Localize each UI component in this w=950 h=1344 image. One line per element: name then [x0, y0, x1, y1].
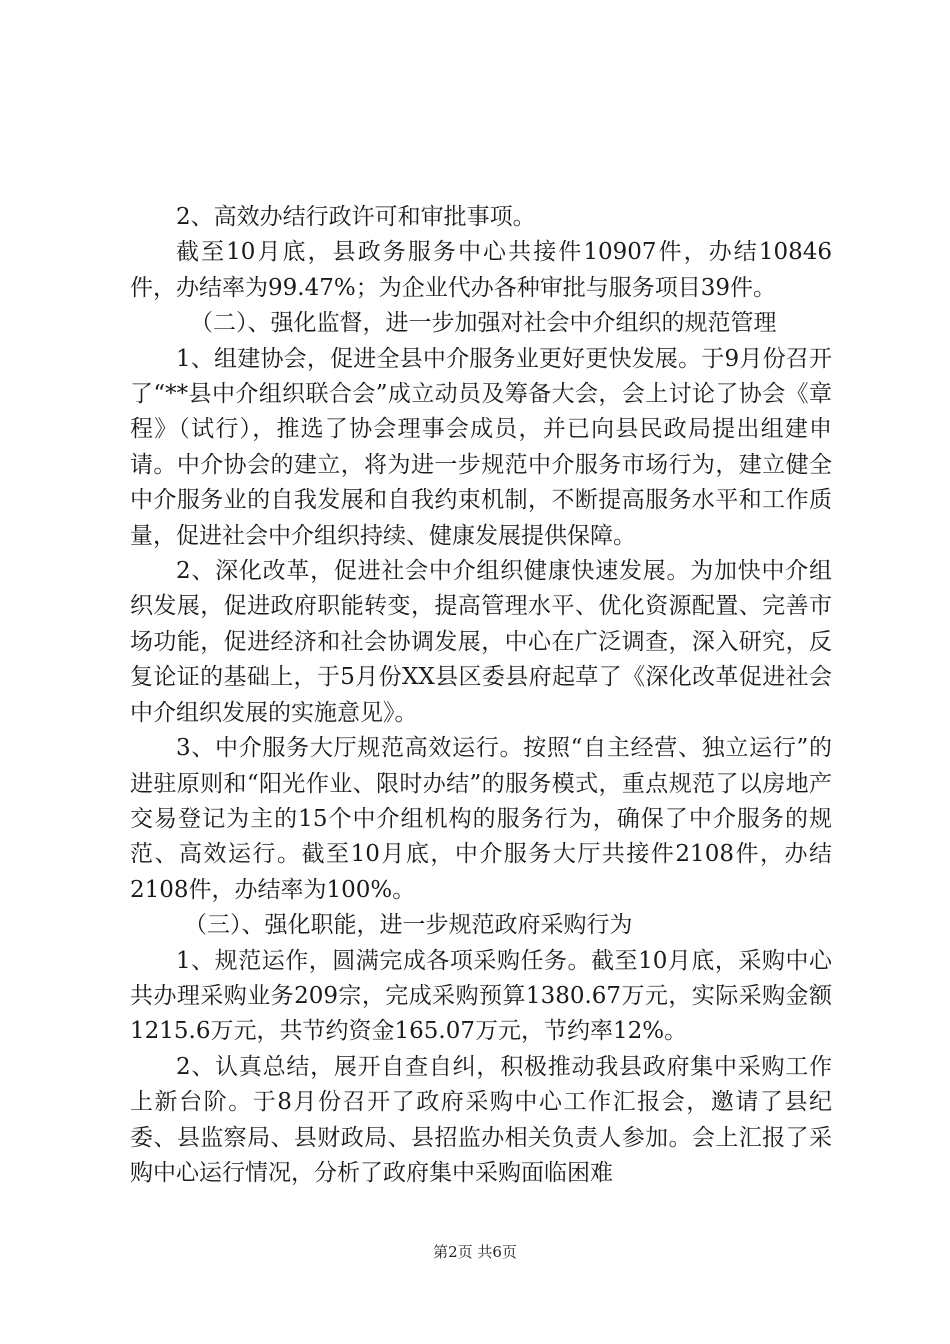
paragraph-procurement-stats: 1、规范运作，圆满完成各项采购任务。截至10月底，采购中心共办理采购业务209宗，完成采购预算1380.67万元，实际采购金额1215.6万元，共节约资金165.07万元，节约率12%。	[130, 947, 832, 1045]
paragraph-approval-stats: 截至10月底，县政务服务中心共接件10907件，办结10846件，办结率为99.47%；为企业代办各种审批与服务项目39件。	[130, 239, 832, 301]
page-number-footer: 第2页 共6页	[433, 1243, 517, 1261]
section-heading-two: （二）、强化监督，进一步加强对社会中介组织的规范管理	[190, 310, 777, 337]
paragraph-service-hall: 3、中介服务大厅规范高效运行。按照“自主经营、独立运行”的进驻原则和“阳光作业、限时办结”的服务模式，重点规范了以房地产交易登记为主的15个中介组机构的服务行为，确保了中介服务的规范、高效运行。截至10月底，中介服务大厅共接件2108件，办结2108件，办结率为100%。	[130, 735, 832, 903]
paragraph-reform: 2、深化改革，促进社会中介组织健康快速发展。为加快中介组织发展，促进政府职能转变，提高管理水平、优化资源配置、完善市场功能，促进经济和社会协调发展，中心在广泛调查，深入研究，反复论证的基础上，于5月份XX县区委县府起草了《深化改革促进社会中介组织发展的实施意见》。	[130, 558, 832, 726]
document-body	[130, 200, 832, 1191]
paragraph-item-2-heading: 2、高效办结行政许可和审批事项。	[176, 204, 536, 230]
section-heading-three: （三）、强化职能，进一步规范政府采购行为	[184, 912, 633, 939]
paragraph-association: 1、组建协会，促进全县中介服务业更好更快发展。于9月份召开了“**县中介组织联合会”成立动员及筹备大会，会上讨论了协会《章程》（试行），推选了协会理事会成员，并已向县民政局提出组建申请。中介协会的建立，将为进一步规范中介服务市场行为，建立健全中介服务业的自我发展和自我约束机制，不断提高服务水平和工作质量，促进社会中介组织持续、健康发展提供保障。	[130, 345, 832, 549]
paragraph-self-inspection: 2、认真总结，展开自查自纠，积极推动我县政府集中采购工作上新台阶。于8月份召开了政府采购中心工作汇报会，邀请了县纪委、县监察局、县财政局、县招监办相关负责人参加。会上汇报了采购中心运行情况，分析了政府集中采购面临困难	[130, 1053, 832, 1186]
